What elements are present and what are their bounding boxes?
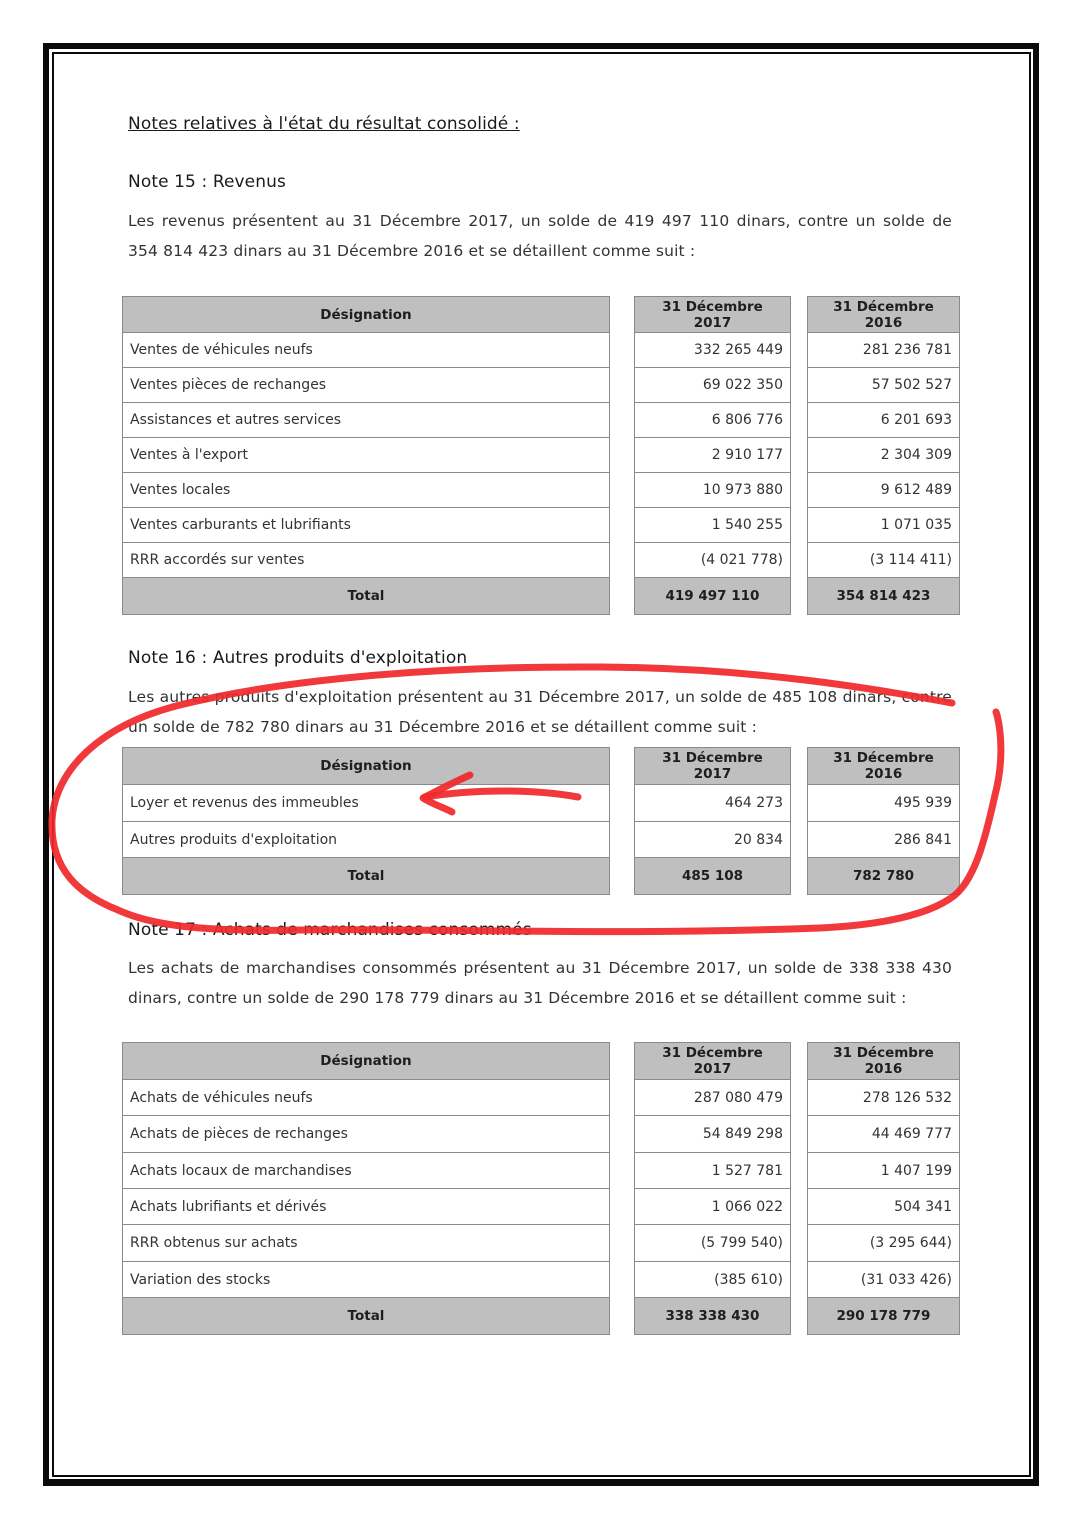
- column-header-2017: 31 Décembre 2017: [635, 748, 791, 785]
- row-label: Achats lubrifiants et dérivés: [123, 1189, 610, 1225]
- value-2017: (4 021 778): [635, 543, 791, 578]
- note-15-paragraph-line-2: 354 814 423 dinars au 31 Décembre 2016 et se détaillent comme suit :: [128, 242, 696, 260]
- note-15-title: Note 15 : Revenus: [128, 172, 286, 192]
- row-label: Loyer et revenus des immeubles: [123, 785, 610, 822]
- row-label: Achats de véhicules neufs: [123, 1080, 610, 1116]
- total-2017: 338 338 430: [635, 1298, 791, 1335]
- note-17-2016-table: [807, 1042, 960, 1335]
- value-2016: 9 612 489: [808, 473, 960, 508]
- column-header-designation: Désignation: [123, 748, 610, 785]
- total-2017: 485 108: [635, 858, 791, 895]
- table-row: [123, 543, 610, 578]
- value-2017: (5 799 540): [635, 1225, 791, 1262]
- table-row: [808, 473, 960, 508]
- table-row: [123, 1262, 610, 1298]
- note-16-designation-table: [122, 747, 610, 895]
- table-row: [123, 1153, 610, 1189]
- total-label: Total: [123, 578, 610, 615]
- note-17-paragraph-line-2: dinars, contre un solde de 290 178 779 dinars au 31 Décembre 2016 et se détaillent comme suit :: [128, 989, 907, 1007]
- value-2017: 332 265 449: [635, 333, 791, 368]
- table-row: [123, 333, 610, 368]
- column-header-designation: Désignation: [123, 1043, 610, 1080]
- table-row: [808, 822, 960, 858]
- note-16-title: Note 16 : Autres produits d'exploitation: [128, 648, 468, 668]
- note-17-2017-table: [634, 1042, 791, 1335]
- note-15-2017-table: [634, 296, 791, 615]
- column-header-2016: 31 Décembre 2016: [808, 1043, 960, 1080]
- table-row: [635, 1189, 791, 1225]
- value-2017: 10 973 880: [635, 473, 791, 508]
- table-row: [635, 1262, 791, 1298]
- value-2016: 1 407 199: [808, 1153, 960, 1189]
- value-2017: 1 527 781: [635, 1153, 791, 1189]
- column-header-2016: 31 Décembre 2016: [808, 297, 960, 333]
- table-row: [808, 403, 960, 438]
- table-row: [123, 1116, 610, 1153]
- table-row: [635, 1153, 791, 1189]
- table-row: [808, 1262, 960, 1298]
- table-row: [808, 368, 960, 403]
- row-label: RRR accordés sur ventes: [123, 543, 610, 578]
- value-2016: 6 201 693: [808, 403, 960, 438]
- value-2016: 1 071 035: [808, 508, 960, 543]
- table-row: [635, 1225, 791, 1262]
- row-label: Ventes de véhicules neufs: [123, 333, 610, 368]
- value-2016: 281 236 781: [808, 333, 960, 368]
- value-2017: 287 080 479: [635, 1080, 791, 1116]
- table-row: [635, 333, 791, 368]
- total-row: [808, 858, 960, 895]
- table-row: [808, 333, 960, 368]
- table-row: [635, 822, 791, 858]
- value-2016: (31 033 426): [808, 1262, 960, 1298]
- note-16-paragraph-line-1: Les autres produits d'exploitation présentent au 31 Décembre 2017, un solde de 485 108 dinars, contre: [128, 688, 952, 706]
- note-16-2017-table: [634, 747, 791, 895]
- row-label: Ventes locales: [123, 473, 610, 508]
- value-2017: 1 066 022: [635, 1189, 791, 1225]
- value-2017: 1 540 255: [635, 508, 791, 543]
- row-label: Ventes carburants et lubrifiants: [123, 508, 610, 543]
- total-label: Total: [123, 1298, 610, 1335]
- value-2016: 504 341: [808, 1189, 960, 1225]
- total-2016: 290 178 779: [808, 1298, 960, 1335]
- note-17-designation-table: [122, 1042, 610, 1335]
- row-label: Assistances et autres services: [123, 403, 610, 438]
- table-row: [635, 785, 791, 822]
- note-15-paragraph: [128, 206, 952, 266]
- total-row: [808, 578, 960, 615]
- value-2017: 20 834: [635, 822, 791, 858]
- column-header-designation: Désignation: [123, 297, 610, 333]
- note-15-paragraph-line-1: Les revenus présentent au 31 Décembre 2017, un solde de 419 497 110 dinars, contre un solde de: [128, 212, 952, 230]
- note-17-title: Note 17 : Achats de marchandises consommés: [128, 920, 532, 940]
- table-row: [808, 1080, 960, 1116]
- value-2017: 6 806 776: [635, 403, 791, 438]
- total-2016: 354 814 423: [808, 578, 960, 615]
- note-17-paragraph-line-1: Les achats de marchandises consommés présentent au 31 Décembre 2017, un solde de 338 338 430: [128, 959, 952, 977]
- column-header-2017: 31 Décembre 2017: [635, 297, 791, 333]
- value-2016: 57 502 527: [808, 368, 960, 403]
- table-row: [635, 543, 791, 578]
- total-row: [123, 1298, 610, 1335]
- row-label: Achats locaux de marchandises: [123, 1153, 610, 1189]
- value-2017: 69 022 350: [635, 368, 791, 403]
- value-2017: 2 910 177: [635, 438, 791, 473]
- value-2017: 464 273: [635, 785, 791, 822]
- table-row: [808, 1225, 960, 1262]
- table-row: [123, 473, 610, 508]
- value-2016: 2 304 309: [808, 438, 960, 473]
- total-2017: 419 497 110: [635, 578, 791, 615]
- table-row: [635, 368, 791, 403]
- table-row: [635, 403, 791, 438]
- note-15-designation-table: [122, 296, 610, 615]
- value-2016: 286 841: [808, 822, 960, 858]
- table-row: [123, 438, 610, 473]
- total-label: Total: [123, 858, 610, 895]
- note-17-paragraph: [128, 953, 952, 1013]
- value-2016: 278 126 532: [808, 1080, 960, 1116]
- document-title: Notes relatives à l'état du résultat consolidé :: [128, 114, 520, 134]
- column-header-2016: 31 Décembre 2016: [808, 748, 960, 785]
- table-row: [635, 438, 791, 473]
- row-label: Ventes pièces de rechanges: [123, 368, 610, 403]
- table-row: [808, 1153, 960, 1189]
- table-row: [123, 508, 610, 543]
- table-row: [123, 822, 610, 858]
- value-2016: 495 939: [808, 785, 960, 822]
- row-label: Ventes à l'export: [123, 438, 610, 473]
- value-2016: (3 295 644): [808, 1225, 960, 1262]
- value-2016: (3 114 411): [808, 543, 960, 578]
- note-16-paragraph: [128, 682, 952, 742]
- table-row: [808, 438, 960, 473]
- table-row: [808, 785, 960, 822]
- row-label: Autres produits d'exploitation: [123, 822, 610, 858]
- table-row: [635, 473, 791, 508]
- table-row: [808, 1116, 960, 1153]
- total-row: [635, 858, 791, 895]
- table-row: [123, 1080, 610, 1116]
- table-row: [123, 368, 610, 403]
- total-2016: 782 780: [808, 858, 960, 895]
- note-16-2016-table: [807, 747, 960, 895]
- value-2017: (385 610): [635, 1262, 791, 1298]
- note-16-paragraph-line-2: un solde de 782 780 dinars au 31 Décembre 2016 et se détaillent comme suit :: [128, 718, 757, 736]
- table-row: [635, 1080, 791, 1116]
- table-row: [123, 785, 610, 822]
- table-row: [123, 403, 610, 438]
- value-2017: 54 849 298: [635, 1116, 791, 1153]
- total-row: [635, 578, 791, 615]
- total-row: [123, 578, 610, 615]
- table-row: [123, 1189, 610, 1225]
- row-label: Variation des stocks: [123, 1262, 610, 1298]
- total-row: [635, 1298, 791, 1335]
- table-row: [635, 508, 791, 543]
- total-row: [808, 1298, 960, 1335]
- table-row: [808, 543, 960, 578]
- column-header-2017: 31 Décembre 2017: [635, 1043, 791, 1080]
- table-row: [808, 1189, 960, 1225]
- value-2016: 44 469 777: [808, 1116, 960, 1153]
- table-row: [123, 1225, 610, 1262]
- table-row: [635, 1116, 791, 1153]
- note-15-2016-table: [807, 296, 960, 615]
- total-row: [123, 858, 610, 895]
- row-label: RRR obtenus sur achats: [123, 1225, 610, 1262]
- row-label: Achats de pièces de rechanges: [123, 1116, 610, 1153]
- table-row: [808, 508, 960, 543]
